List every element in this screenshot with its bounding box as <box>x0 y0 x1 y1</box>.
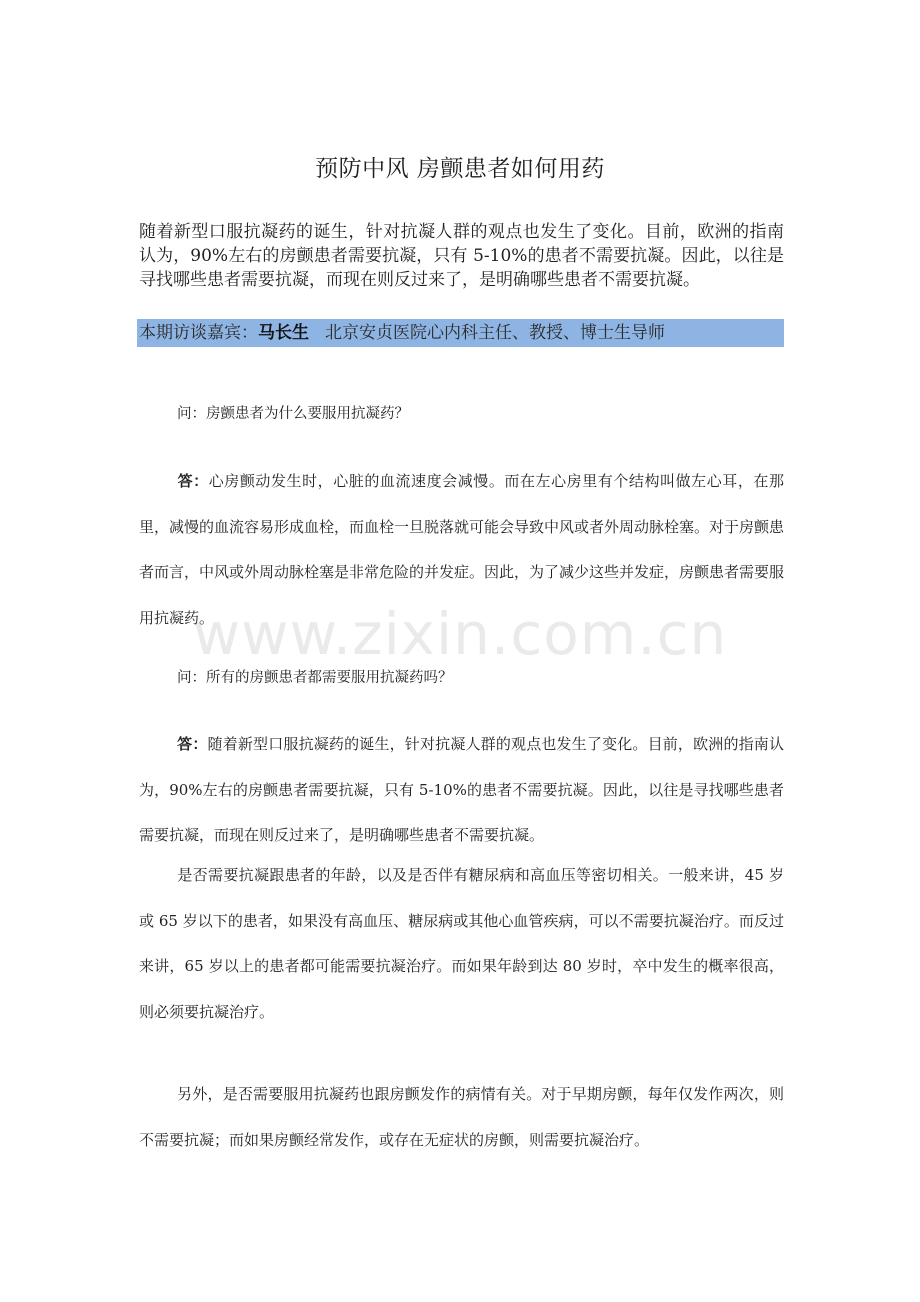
answer-1-text: 心房颤动发生时，心脏的血流速度会减慢。而在左心房里有个结构叫做左心耳，在那里，减慢的血流容易形成血栓，而血栓一旦脱落就可能会导致中风或者外周动脉栓塞。对于房颤患者而言，中风或外周动脉栓塞是非常危险的并发症。因此，为了减少这些并发症，房颤患者需要服用抗凝药。 <box>139 472 785 627</box>
answer-2-lead: 答： <box>177 735 208 753</box>
document-title: 预防中风 房颤患者如何用药 <box>315 156 605 182</box>
question-2 <box>139 666 784 690</box>
answer-1 <box>139 459 784 641</box>
question-1 <box>139 402 784 426</box>
paragraph-condition-text: 另外，是否需要服用抗凝药也跟房颤发作的病情有关。对于早期房颤，每年仅发作两次，则不需要抗凝；而如果房颤经常发作，或存在无症状的房颤，则需要抗凝治疗。 <box>139 1085 784 1149</box>
answer-1-lead: 答： <box>177 472 209 490</box>
watermark: www.zixin.com.cn <box>192 600 728 668</box>
answer-2 <box>139 722 784 859</box>
answer-2-text: 随着新型口服抗凝药的诞生，针对抗凝人群的观点也发生了变化。目前，欧洲的指南认为，90%左右的房颤患者需要抗凝，只有 5-10%的患者不需要抗凝。因此，以往是寻找哪些患者需要抗凝，而现在则反过来了，是明确哪些患者不需要抗凝。 <box>139 735 784 844</box>
intro-paragraph: 随着新型口服抗凝药的诞生，针对抗凝人群的观点也发生了变化。目前，欧洲的指南认为，90%左右的房颤患者需要抗凝，只有 5-10%的患者不需要抗凝。因此，以往是寻找哪些患者需要抗凝，而现在则反过来了，是明确哪些患者不需要抗凝。 <box>139 222 784 290</box>
guest-description: 北京安贞医院心内科主任、教授、博士生导师 <box>325 323 665 343</box>
paragraph-age-text: 是否需要抗凝跟患者的年龄，以及是否伴有糖尿病和高血压等密切相关。一般来讲，45 岁或 65 岁以下的患者，如果没有高血压、糖尿病或其他心血管疾病，可以不需要抗凝治疗。而反过来讲，65 岁以上的患者都可能需要抗凝治疗。而如果年龄到达 80 岁时，卒中发生的概率很高，则必须要抗凝治疗。 <box>139 866 784 1021</box>
guest-prefix: 本期访谈嘉宾： <box>139 323 258 343</box>
guest-name: 马长生 <box>258 323 309 343</box>
paragraph-condition <box>139 1072 784 1163</box>
paragraph-age <box>139 853 784 1035</box>
guest-banner <box>137 319 784 347</box>
question-1-text: 问：房颤患者为什么要服用抗凝药？ <box>177 406 409 422</box>
question-2-text: 问：所有的房颤患者都需要服用抗凝药吗？ <box>177 670 453 686</box>
